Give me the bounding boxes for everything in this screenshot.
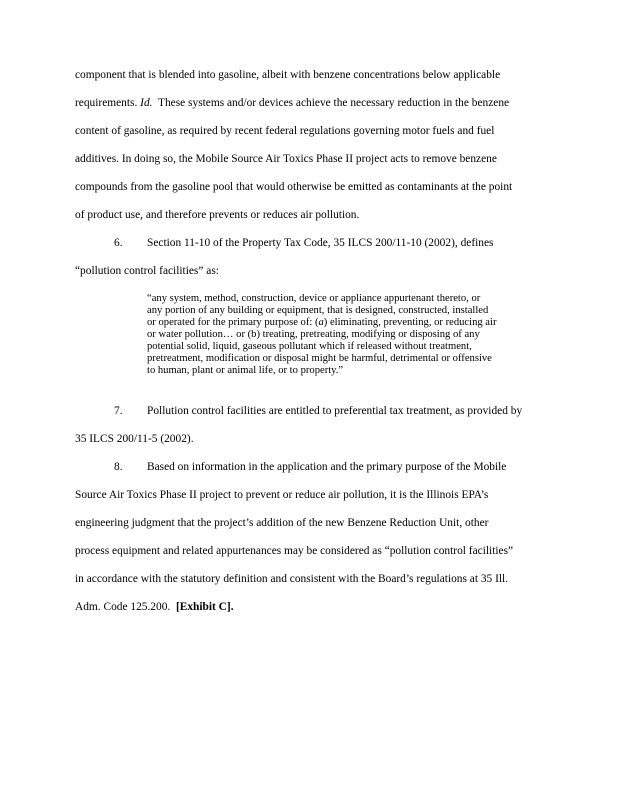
paragraph-line: additives. In doing so, the Mobile Source Air Toxics Phase II project acts to remove benzene bbox=[75, 153, 497, 165]
quote-line: or water pollution… or (b) treating, pretreating, modifying or disposing of any bbox=[147, 329, 480, 340]
paragraph-number: 6. bbox=[114, 237, 123, 249]
text-span: requirements. bbox=[75, 97, 138, 109]
paragraph-line: compounds from the gasoline pool that would otherwise be emitted as contaminants at the point bbox=[75, 181, 513, 193]
paragraph-line: content of gasoline, as required by recent federal regulations governing motor fuels and fuel bbox=[75, 125, 495, 137]
paragraph-line bbox=[75, 600, 545, 614]
paragraph-line: Source Air Toxics Phase II project to prevent or reduce air pollution, it is the Illinois EPA’s bbox=[75, 489, 489, 501]
paragraph-line: in accordance with the statutory definition and consistent with the Board’s regulations at 35 Ill. bbox=[75, 573, 509, 585]
quote-line bbox=[147, 317, 547, 329]
paragraph-line: Section 11-10 of the Property Tax Code, 35 ILCS 200/11-10 (2002), defines bbox=[147, 237, 494, 249]
text-span: These systems and/or devices achieve the necessary reduction in the benzene bbox=[158, 97, 510, 109]
paragraph-line bbox=[75, 96, 545, 110]
paragraph-line: component that is blended into gasoline, albeit with benzene concentrations below applicable bbox=[75, 69, 501, 81]
text-span: or operated for the primary purpose of: ( bbox=[147, 317, 319, 328]
paragraph-line: Pollution control facilities are entitled to preferential tax treatment, as provided by bbox=[147, 405, 523, 417]
paragraph-line: “pollution control facilities” as: bbox=[75, 265, 219, 277]
text-span: Adm. Code 125.200. bbox=[75, 601, 171, 613]
paragraph-line: 35 ILCS 200/11-5 (2002). bbox=[75, 433, 194, 445]
paragraph-line: process equipment and related appurtenances may be considered as “pollution control facilities” bbox=[75, 545, 514, 557]
paragraph-number: 8. bbox=[114, 461, 123, 473]
text-span: ) eliminating, preventing, or reducing air bbox=[323, 317, 497, 328]
paragraph-line: engineering judgment that the project’s addition of the new Benzene Reduction Unit, other bbox=[75, 517, 489, 529]
quote-line: pretreatment, modification or disposal might be harmful, detrimental or offensive bbox=[147, 353, 492, 364]
quote-line: to human, plant or animal life, or to property.” bbox=[147, 365, 344, 376]
citation-id: Id. bbox=[140, 97, 153, 109]
paragraph-line: of product use, and therefore prevents or reduces air pollution. bbox=[75, 209, 360, 221]
quote-line: potential solid, liquid, gaseous pollutant which if released without treatment, bbox=[147, 341, 472, 352]
exhibit-reference: [Exhibit C]. bbox=[175, 601, 234, 613]
paragraph-number: 7. bbox=[114, 405, 123, 417]
text-span: a bbox=[318, 317, 324, 328]
quote-line: “any system, method, construction, device or appliance appurtenant thereto, or bbox=[147, 293, 481, 304]
quote-line: any portion of any building or equipment, that is designed, constructed, installed bbox=[147, 305, 489, 316]
paragraph-line: Based on information in the application and the primary purpose of the Mobile bbox=[147, 461, 507, 473]
